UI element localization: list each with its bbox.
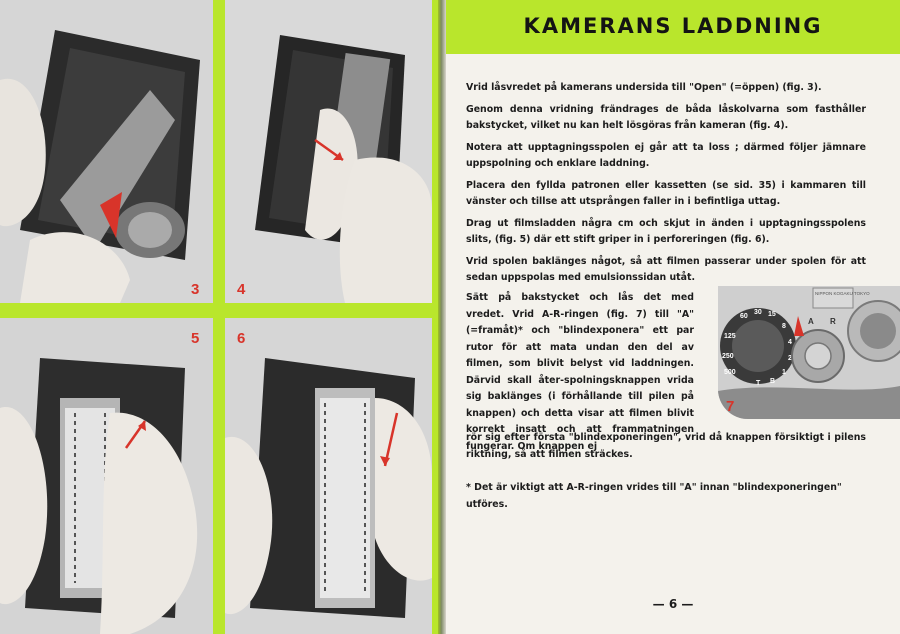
paragraph: Placera den fyllda patronen eller kassetten (se sid. 35) i kammaren till vänster och tillse att utsprången faller in i befintliga uttag. xyxy=(466,179,866,207)
paragraph: Notera att upptagningsspolen ej går att ta loss ; därmed följer jämnare uppspolning och enklare laddning. xyxy=(466,141,866,169)
dial-speed-label: 500 xyxy=(724,369,736,376)
figure-7-photo xyxy=(718,286,900,419)
left-page xyxy=(0,0,442,634)
ar-ring-dial-illustration xyxy=(718,286,900,419)
paragraph: Drag ut filmsladden några cm och skjut in änden i upptagningsspolens slits, (fig. 5) där ett stift griper in i perforeringen (fig. 6). xyxy=(466,217,866,245)
figure-6-photo xyxy=(225,318,432,634)
figure-5-photo xyxy=(0,318,213,634)
nikon-badge: NIPPON KOGAKU TOKYO xyxy=(815,291,870,296)
dial-speed-label: 125 xyxy=(724,333,736,340)
camera-back-removal-illustration xyxy=(225,0,432,303)
right-page xyxy=(446,0,900,634)
wrapped-paragraph: Sätt på bakstycket och lås det med vredet. Vrid A-R-ringen (fig. 7) till "A" (=framåt)* och "blindexponera" ett par rutor för att mata undan den del av filmen, som blivit belyst vid laddningen. Därvid skall åter-spolningsknappen vrida sig baklänges (i förhållande till pilen på knappen) och detta visar att filmen blivit korrekt insatt och att frammatningen fungerar. Om knappen ej xyxy=(466,292,694,452)
dial-mark-r: R xyxy=(830,317,836,326)
continuation-paragraph: rör sig efter första "blindexponeringen", vrid då knappen försiktigt i pilens riktning, så att filmen sträckes. xyxy=(466,432,866,460)
dial-speed-label: 4 xyxy=(788,339,792,346)
figure-4-number: 4 xyxy=(237,281,246,298)
figure-7-number: 7 xyxy=(726,398,735,415)
paragraph: Vrid låsvredet på kamerans undersida till "Open" (=öppen) (fig. 3). xyxy=(466,82,822,93)
film-loading-illustration xyxy=(0,318,213,634)
paragraph: Genom denna vridning frändrages de båda låskolvarna som fasthåller bakstycket, vilket nu kan helt lösgöras från kameran (fig. 4). xyxy=(466,103,866,131)
dial-mark-a: A xyxy=(808,317,814,326)
figure-3-number: 3 xyxy=(191,281,200,298)
page-title: KAMERANS LADDNING xyxy=(523,14,823,38)
dial-speed-label: 8 xyxy=(782,323,786,330)
title-band xyxy=(446,0,900,54)
page-number: — 6 — xyxy=(652,597,694,611)
dial-speed-label: 250 xyxy=(722,353,734,360)
dial-speed-label: 60 xyxy=(740,313,748,320)
figure-5-number: 5 xyxy=(191,330,200,347)
dial-speed-label: B xyxy=(770,378,776,385)
dial-speed-label: 15 xyxy=(768,311,776,318)
page-gutter xyxy=(438,0,446,634)
camera-bottom-illustration xyxy=(0,0,213,303)
figure-3-photo xyxy=(0,0,213,303)
figure-6-number: 6 xyxy=(237,330,246,347)
take-up-spool-illustration xyxy=(225,318,432,634)
dial-speed-label: 30 xyxy=(754,309,762,316)
footnote: * Det är viktigt att A-R-ringen vrides till "A" innan "blindexponeringen" utföres. xyxy=(466,482,842,510)
dial-speed-label: T xyxy=(756,380,761,387)
paragraph: Vrid spolen baklänges något, så att filmen passerar under spolen för att sedan uppspolas med emulsionssidan utåt. xyxy=(466,255,866,283)
instructions-block xyxy=(466,80,866,292)
dial-speed-label: 1 xyxy=(782,369,786,376)
dial-speed-label: 2 xyxy=(788,355,792,362)
figure-4-photo xyxy=(225,0,432,303)
